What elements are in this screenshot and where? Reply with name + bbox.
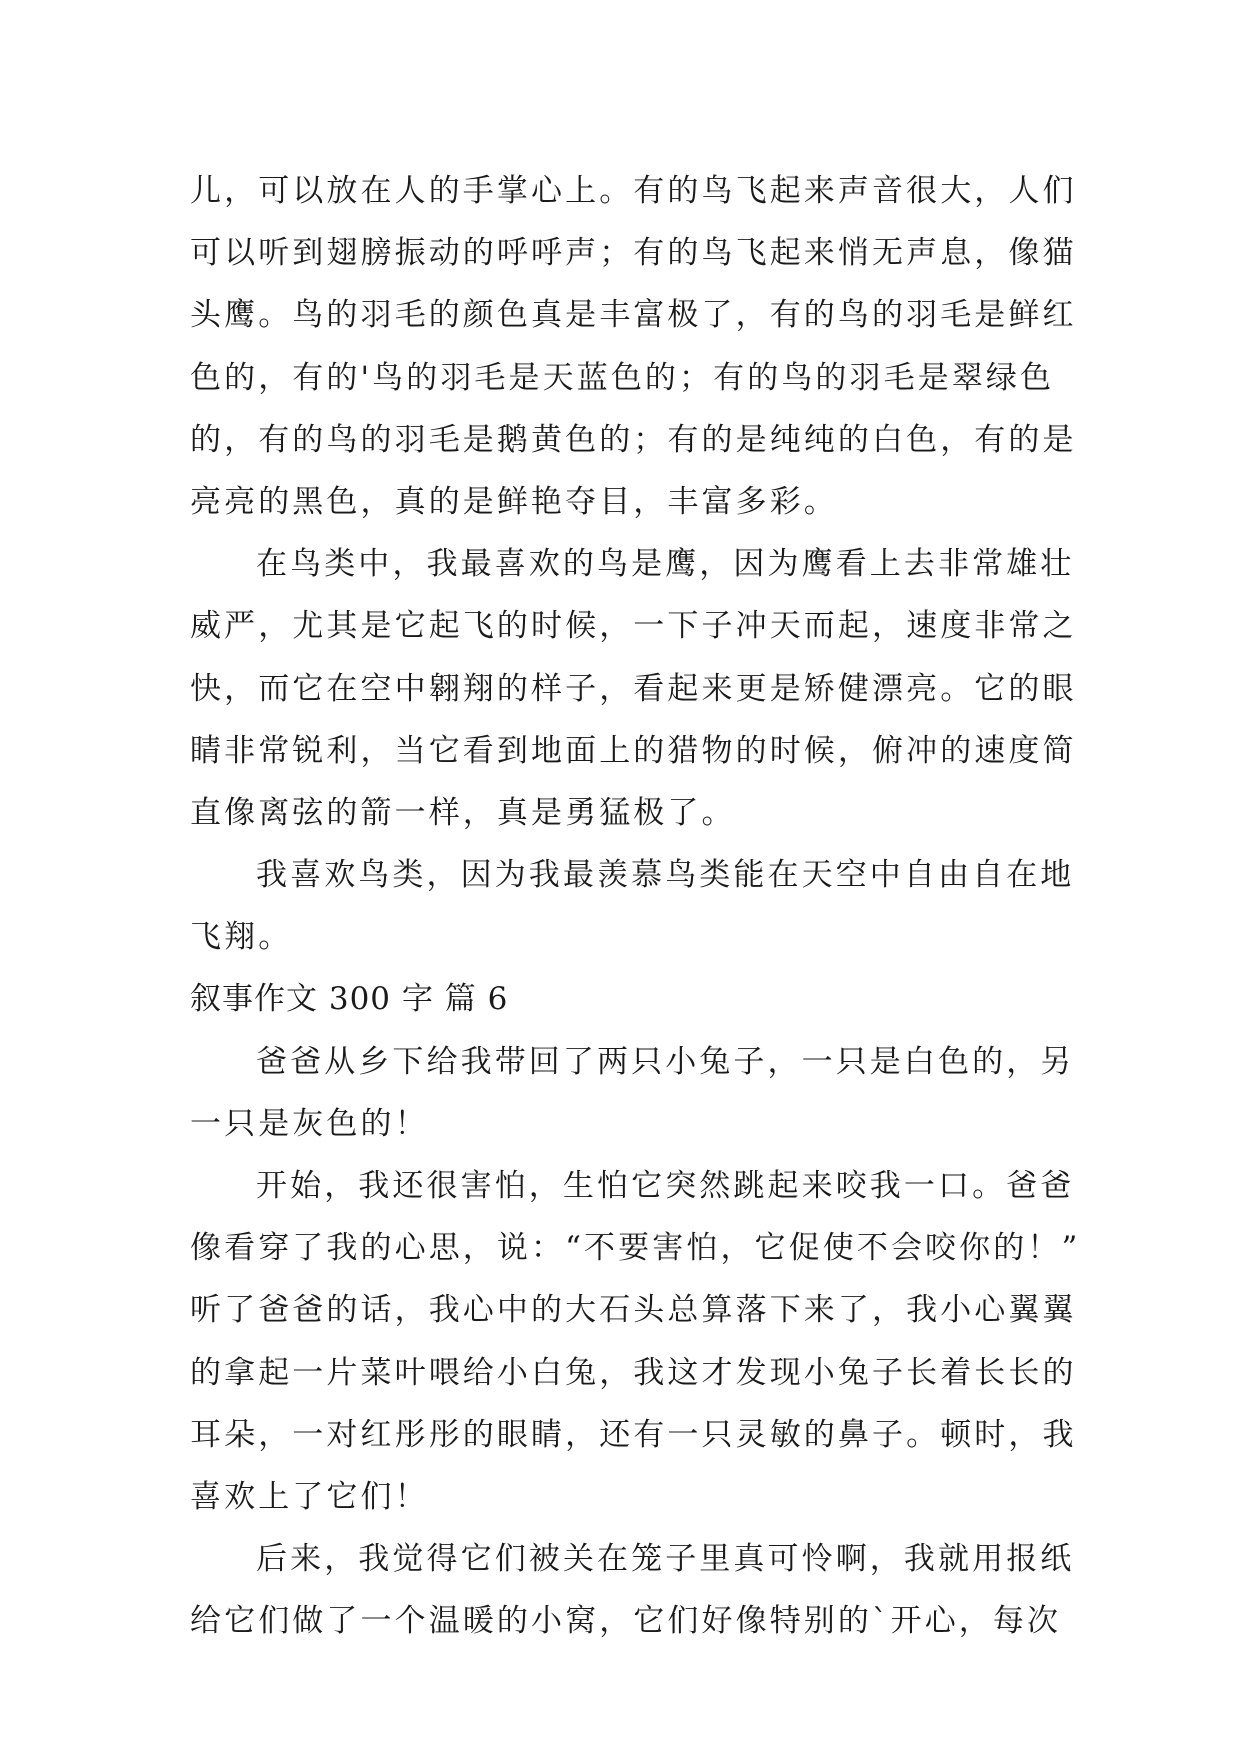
text-line: 听了爸爸的话，我心中的大石头总算落下来了，我小心翼翼 [190,1292,1077,1329]
paragraph-like-birds [190,844,1075,968]
text-line: 儿，可以放在人的手掌心上。有的鸟飞起来声音很大，人们 [190,173,1077,209]
text-line: 一只是灰色的！ [190,1105,429,1142]
text-line: 在鸟类中，我最喜欢的鸟是鹰，因为鹰看上去非常雄壮 [256,546,1075,583]
text-line: 直像离弦的箭一样，真是勇猛极了。 [190,794,736,831]
text-line: 睛非常锐利，当它看到地面上的猎物的时候，俯冲的速度简 [190,732,1077,769]
text-line: 像看穿了我的心思，说：“不要害怕，它促使不会咬你的！” [190,1230,1081,1267]
text-line: 威严，尤其是它起飞的时候，一下子冲天而起，速度非常之 [190,608,1077,645]
text-line: 的拿起一片菜叶喂给小白兔，我这才发现小兔子长着长长的 [190,1354,1077,1391]
paragraph-rabbits-nest [190,1528,1075,1652]
text-line: 喜欢上了它们！ [190,1478,429,1515]
text-line: 的，有的鸟的羽毛是鹅黄色的；有的是纯纯的白色，有的是 [190,421,1077,458]
text-line: 可以听到翅膀振动的呼呼声；有的鸟飞起来悄无声息，像猫 [190,235,1077,272]
text-line: 我喜欢鸟类，因为我最羡慕鸟类能在天空中自由自在地 [256,857,1075,894]
text-line: 后来，我觉得它们被关在笼子里真可怜啊，我就用报纸 [256,1541,1075,1578]
paragraph-rabbits-fear [190,1155,1081,1528]
text-line: 给它们做了一个温暖的小窝，它们好像特别的`开心，每次 [190,1603,1062,1640]
text-line: 开始，我还很害怕，生怕它突然跳起来咬我一口。爸爸 [256,1168,1075,1204]
section-heading [190,968,1055,1030]
text-line: 飞翔。 [190,919,293,956]
text-line: 色的，有的'鸟的羽毛是天蓝色的；有的鸟的羽毛是翠绿色 [190,359,1055,396]
paragraph-eagle [190,533,1077,844]
text-line: 头鹰。鸟的羽毛的颜色真是丰富极了，有的鸟的羽毛是鲜红 [190,297,1077,334]
section-title: 叙事作文 300 字 篇 6 [190,981,509,1018]
paragraph-birds-feathers [190,160,1077,533]
text-line: 耳朵，一对红彤彤的眼睛，还有一只灵敏的鼻子。顿时，我 [190,1416,1077,1453]
text-line: 爸爸从乡下给我带回了两只小兔子，一只是白色的，另 [256,1043,1075,1080]
text-line: 亮亮的黑色，真的是鲜艳夺目，丰富多彩。 [190,483,838,520]
paragraph-rabbits-intro [190,1031,1075,1155]
document-body [190,160,1081,1653]
text-line: 快，而它在空中翱翔的样子，看起来更是矫健漂亮。它的眼 [190,670,1077,707]
